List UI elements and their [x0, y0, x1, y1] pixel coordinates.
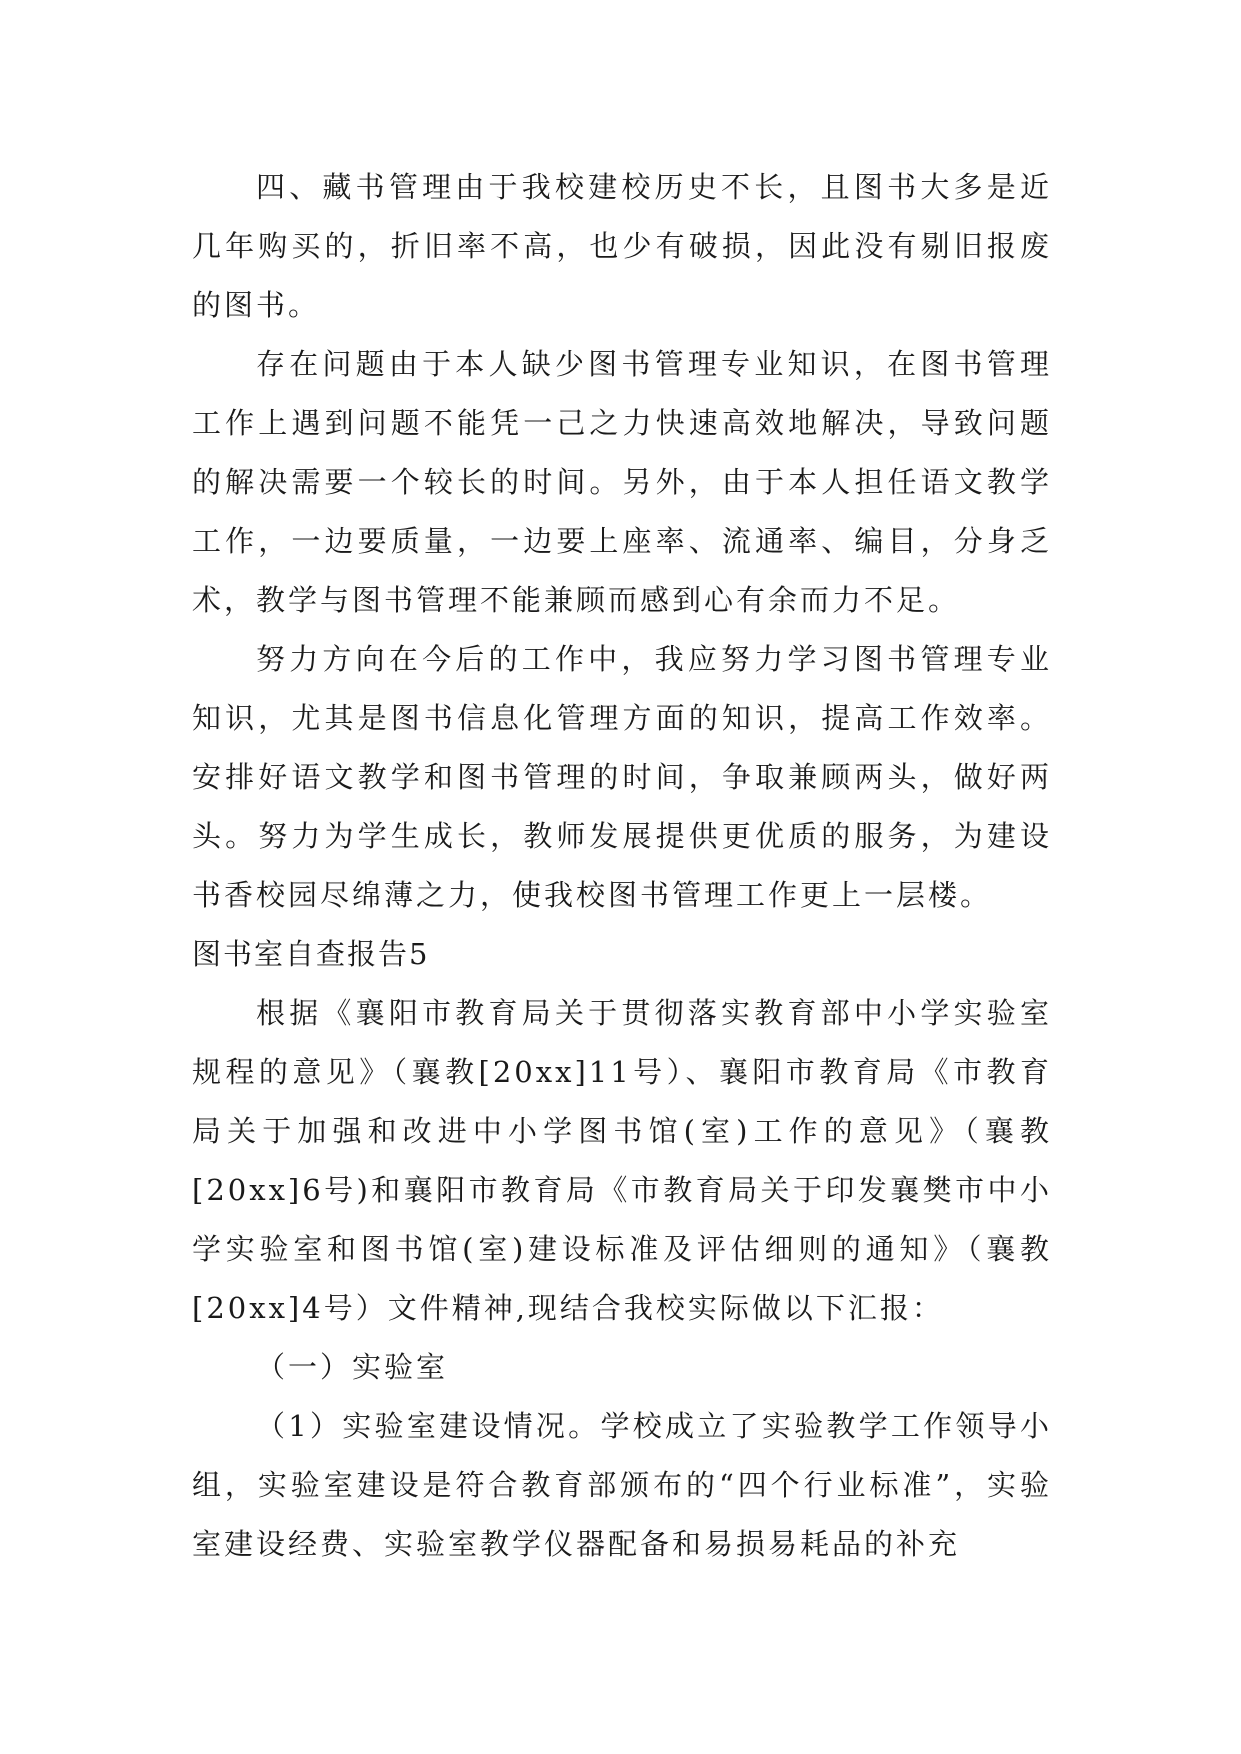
paragraph-collection-management: 四、藏书管理由于我校建校历史不长，且图书大多是近几年购买的，折旧率不高，也少有破损，因此没有剔旧报废的图书。: [192, 170, 1052, 322]
section-heading: 图书室自查报告5: [192, 937, 430, 971]
subheading-laboratory: （一）实验室: [256, 1350, 449, 1384]
paragraph-existing-problems: 存在问题由于本人缺少图书管理专业知识，在图书管理工作上遇到问题不能凭一己之力快速高效地解决，导致问题的解决需要一个较长的时间。另外，由于本人担任语文教学工作，一边要质量，一边要上座率、流通率、编目，分身乏术，教学与图书管理不能兼顾而感到心有余而力不足。: [192, 347, 1052, 617]
paragraph-lab-construction: （1）实验室建设情况。学校成立了实验教学工作领导小组，实验室建设是符合教育部颁布的“四个行业标准”，实验室建设经费、实验室教学仪器配备和易损易耗品的补充: [192, 1409, 1052, 1561]
paragraph-future-direction: 努力方向在今后的工作中，我应努力学习图书管理专业知识，尤其是图书信息化管理方面的知识，提高工作效率。安排好语文教学和图书管理的时间，争取兼顾两头，做好两头。努力为学生成长，教师发展提供更优质的服务，为建设书香校园尽绵薄之力，使我校图书管理工作更上一层楼。: [192, 642, 1052, 912]
document-body: [192, 158, 1052, 1574]
paragraph-basis: 根据《襄阳市教育局关于贯彻落实教育部中小学实验室规程的意见》（襄教[20xx]11号）、襄阳市教育局《市教育局关于加强和改进中小学图书馆(室)工作的意见》（襄教[20xx]6号)和襄阳市教育局《市教育局关于印发襄樊市中小学实验室和图书馆(室)建设标准及评估细则的通知》（襄教[20xx]4号）文件精神,现结合我校实际做以下汇报：: [192, 996, 1052, 1325]
